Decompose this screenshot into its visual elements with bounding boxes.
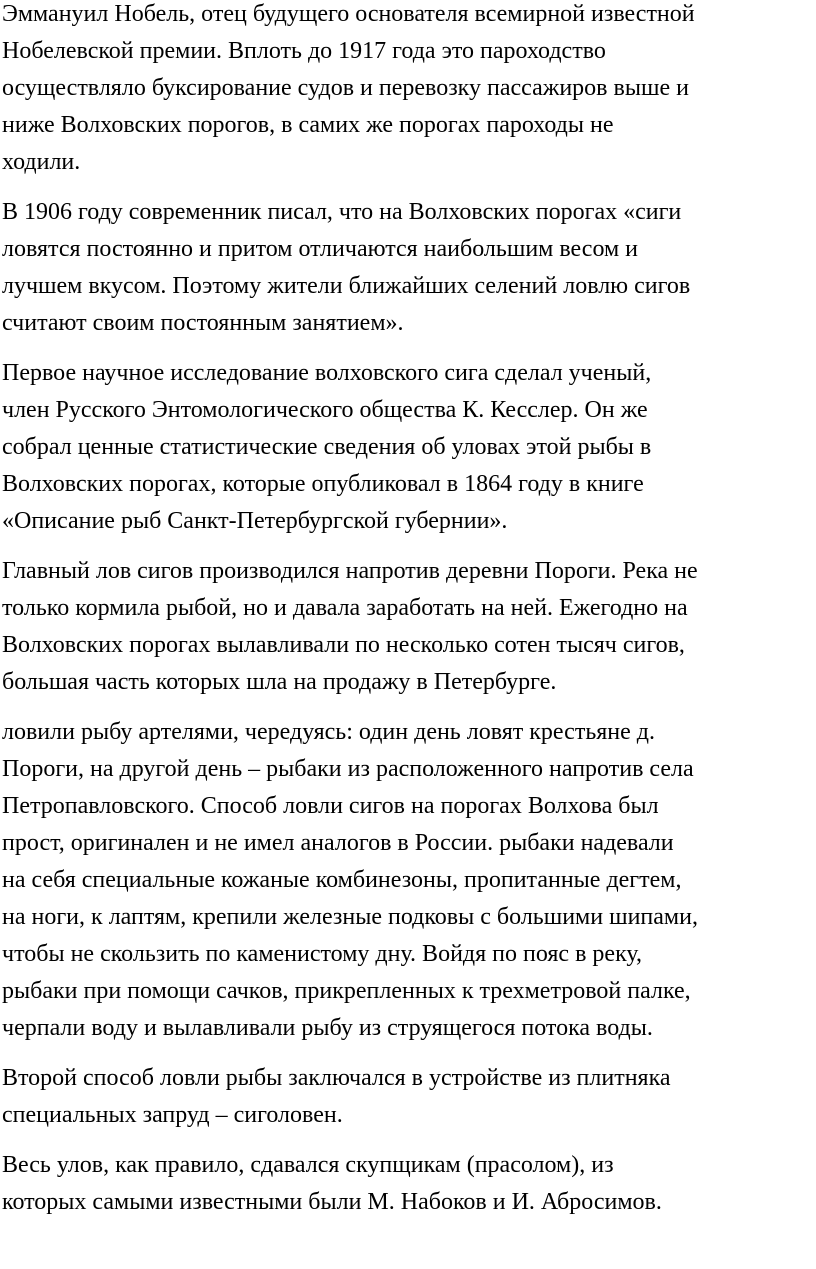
paragraph-kessler-research: Первое научное исследование волховского сига сделал ученый, член Русского Энтомологического общества К. Кесслер. Он же собрал ценные статистические сведения об уловах этой рыбы в Волховских порогах, которые опубликовал в 1864 году в книге «Описание рыб Санкт-Петербургской губернии». [2,360,652,534]
paragraph-contemporary-quote: В 1906 году современник писал, что на Волховских порогах «сиги ловятся постоянно и притом отличаются наибольшим весом и лучшем вкусом. Поэтому жители ближайших селений ловлю сигов считают своим постоянным занятием». [2,199,691,336]
paragraph-main-catch: Главный лов сигов производился напротив деревни Пороги. Река не только кормила рыбой, но и давала заработать на ней. Ежегодно на Волховских порогах вылавливали по несколько сотен тысяч сигов, большая часть которых шла на продажу в Петербурге. [2,558,698,695]
paragraph-buyers: Весь улов, как правило, сдавался скупщикам (прасолом), из которых самыми известными были М. Набоков и И. Абросимов. [2,1152,662,1215]
paragraph-fishing-method: ловили рыбу артелями, чередуясь: один день ловят крестьяне д. Пороги, на другой день – рыбаки из расположенного напротив села Петропавловского. Способ ловли сигов на порогах Волхова был прост, оригинален и не имел аналогов в России. рыбаки надевали на себя специальные кожаные комбинезоны, пропитанные дегтем, на ноги, к лаптям, крепили железные подковы с большими шипами, чтобы не скользить по каменистому дну. Войдя по пояс в реку, рыбаки при помощи сачков, прикрепленных к трехметровой палке, черпали воду и вылавливали рыбу из струящегося потока воды. [2,719,698,1041]
paragraph-nobel-steamship: Эммануил Нобель, отец будущего основателя всемирной известной Нобелевской премии. Вплоть до 1917 года это пароходство осуществляло буксирование судов и перевозку пассажиров выше и ниже Волховских порогов, в самих же порогах пароходы не ходили. [2,1,695,175]
paragraph-second-method: Второй способ ловли рыбы заключался в устройстве из плитняка специальных запруд – сиголовен. [2,1065,671,1128]
